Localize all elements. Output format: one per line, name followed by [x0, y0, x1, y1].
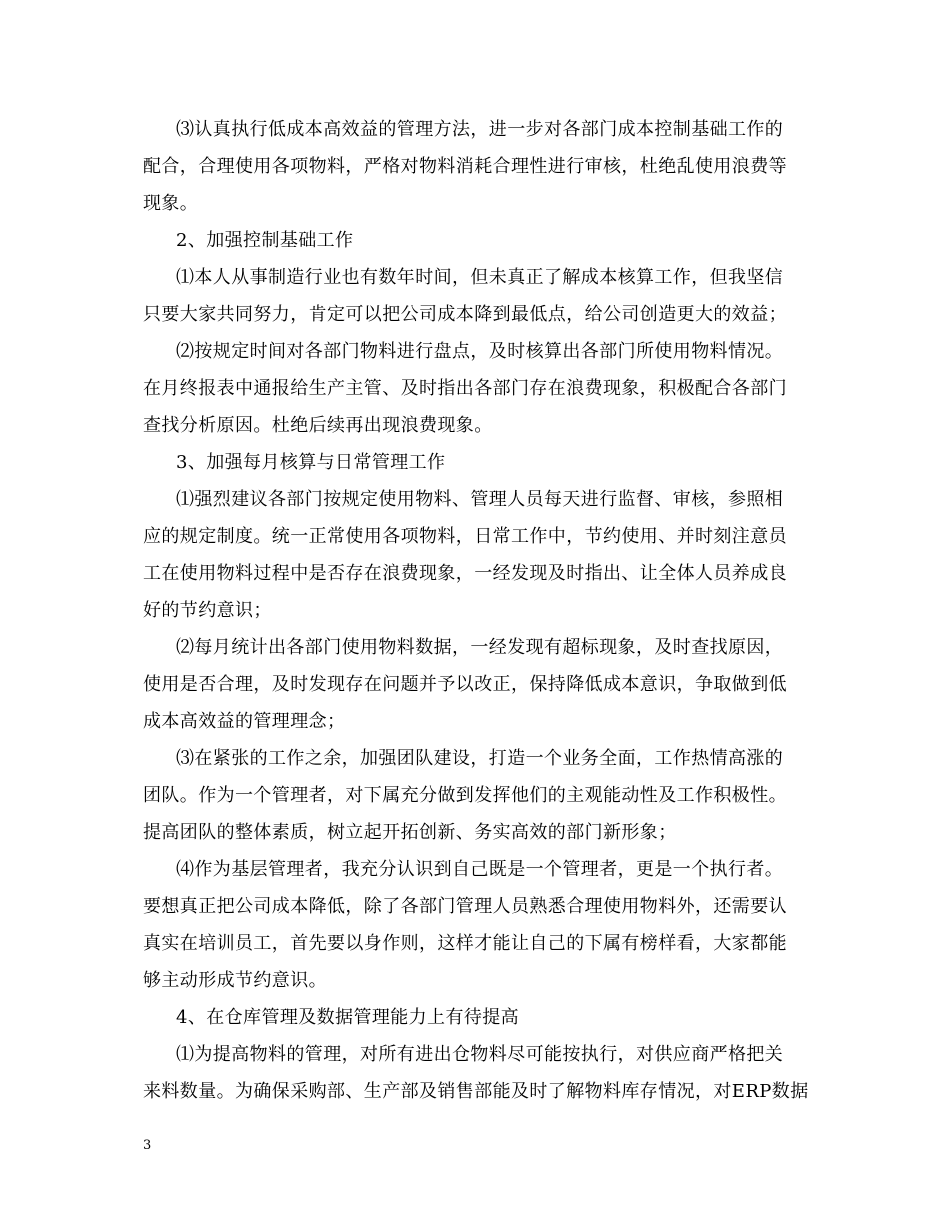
paragraph-line: 在月终报表中通报给生产主管、及时指出各部门存在浪费现象，积极配合各部门 [143, 378, 787, 399]
paragraph-line: 配合，合理使用各项物料，严格对物料消耗合理性进行审核，杜绝乱使用浪费等 [143, 156, 787, 177]
paragraph-line: ⑴强烈建议各部门按规定使用物料、管理人员每天进行监督、审核，参照相 [176, 489, 784, 510]
paragraph-line: ⑷作为基层管理者，我充分认识到自己既是一个管理者，更是一个执行者。 [176, 859, 784, 880]
paragraph-line: ⑴为提高物料的管理，对所有进出仓物料尽可能按执行，对供应商严格把关 [176, 1044, 784, 1065]
paragraph-line: 团队。作为一个管理者，对下属充分做到发挥他们的主观能动性及工作积极性。 [143, 785, 787, 806]
paragraph-line: ⑶在紧张的工作之余，加强团队建设，打造一个业务全面，工作热情高涨的 [176, 748, 784, 769]
paragraph-line: 查找分析原因。杜绝后续再出现浪费现象。 [143, 415, 493, 436]
paragraph-line: 好的节约意识； [143, 600, 272, 621]
section-heading: 4、在仓库管理及数据管理能力上有待提高 [176, 1007, 520, 1028]
paragraph-line: 成本高效益的管理理念； [143, 711, 346, 732]
paragraph-line: 真实在培训员工，首先要以身作则，这样才能让自己的下属有榜样看，大家都能 [143, 933, 787, 954]
paragraph-line: 应的规定制度。统一正常使用各项物料，日常工作中，节约使用、并时刻注意员 [143, 526, 787, 547]
section-heading: 2、加强控制基础工作 [176, 230, 354, 251]
paragraph-line: 够主动形成节约意识。 [143, 970, 327, 991]
paragraph-line: 要想真正把公司成本降低，除了各部门管理人员熟悉合理使用物料外，还需要认 [143, 896, 787, 917]
paragraph-line: ⑴本人从事制造行业也有数年时间，但未真正了解成本核算工作，但我坚信 [176, 267, 784, 288]
paragraph-line: ⑶认真执行低成本高效益的管理方法，进一步对各部门成本控制基础工作的 [176, 119, 784, 140]
paragraph-line: 现象。 [143, 193, 199, 214]
page-number: 3 [143, 1138, 152, 1153]
paragraph-line: 使用是否合理，及时发现存在问题并予以改正，保持降低成本意识，争取做到低 [143, 674, 787, 695]
paragraph-line: 工在使用物料过程中是否存在浪费现象，一经发现及时指出、让全体人员养成良 [143, 563, 787, 584]
paragraph-line: ⑵每月统计出各部门使用物料数据，一经发现有超标现象，及时查找原因， [176, 637, 784, 658]
paragraph-line: 只要大家共同努力，肯定可以把公司成本降到最低点，给公司创造更大的效益； [143, 304, 787, 325]
section-heading: 3、加强每月核算与日常管理工作 [176, 452, 446, 473]
paragraph-line: ⑵按规定时间对各部门物料进行盘点，及时核算出各部门所使用物料情况。 [176, 341, 784, 362]
paragraph-line: 来料数量。为确保采购部、生产部及销售部能及时了解物料库存情况，对ERP数据 [143, 1081, 809, 1102]
paragraph-line: 提高团队的整体素质，树立起开拓创新、务实高效的部门新形象； [143, 822, 677, 843]
